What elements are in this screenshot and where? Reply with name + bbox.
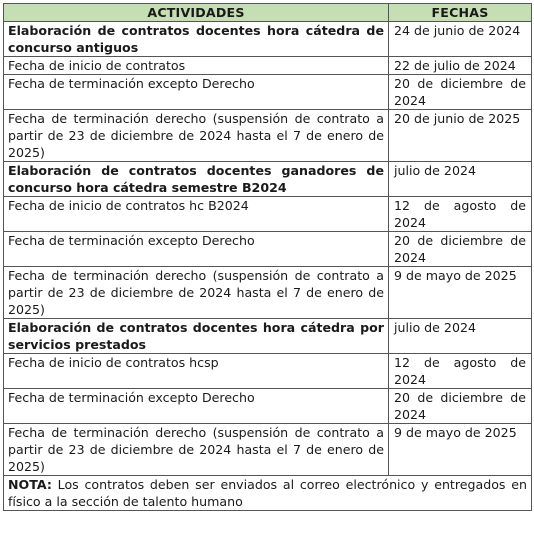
table-row	[4, 389, 532, 424]
table-body	[4, 22, 532, 476]
activity-cell: Fecha de inicio de contratos	[4, 57, 389, 75]
activity-cell: Fecha de inicio de contratos hcsp	[4, 354, 389, 389]
table-row	[4, 232, 532, 267]
note-cell	[4, 476, 532, 511]
table-row	[4, 57, 532, 75]
activity-cell: Fecha de inicio de contratos hc B2024	[4, 197, 389, 232]
table-row	[4, 110, 532, 162]
table-row	[4, 354, 532, 389]
table-row	[4, 267, 532, 319]
table-row	[4, 75, 532, 110]
date-cell: 12 de agosto de 2024	[389, 197, 532, 232]
activity-cell: Fecha de terminación derecho (suspensión de contrato a partir de 23 de diciembre de 2024 hasta el 7 de enero de 2025)	[4, 424, 389, 476]
table-row	[4, 197, 532, 232]
activity-cell: Elaboración de contratos docentes hora cátedra de concurso antiguos	[4, 22, 389, 57]
date-cell: 9 de mayo de 2025	[389, 424, 532, 476]
note-label: NOTA:	[8, 477, 52, 492]
date-cell: 20 de diciembre de 2024	[389, 232, 532, 267]
date-cell: julio de 2024	[389, 162, 532, 197]
activity-cell: Fecha de terminación derecho (suspensión de contrato a partir de 23 de diciembre de 2024 hasta el 7 de enero de 2025)	[4, 267, 389, 319]
date-cell: 20 de diciembre de 2024	[389, 389, 532, 424]
schedule-table	[3, 3, 532, 511]
activity-cell: Fecha de terminación derecho (suspensión de contrato a partir de 23 de diciembre de 2024 hasta el 7 de enero de 2025)	[4, 110, 389, 162]
note-text: Los contratos deben ser enviados al correo electrónico y entregados en físico a la sección de talento humano	[8, 477, 527, 509]
activity-cell: Elaboración de contratos docentes hora cátedra por servicios prestados	[4, 319, 389, 354]
activity-cell: Fecha de terminación excepto Derecho	[4, 389, 389, 424]
table-row	[4, 319, 532, 354]
activity-cell: Fecha de terminación excepto Derecho	[4, 232, 389, 267]
table-header-row	[4, 4, 532, 22]
date-cell: 9 de mayo de 2025	[389, 267, 532, 319]
date-cell: 22 de julio de 2024	[389, 57, 532, 75]
date-cell: 12 de agosto de 2024	[389, 354, 532, 389]
date-cell: julio de 2024	[389, 319, 532, 354]
schedule-table-container	[3, 3, 531, 511]
activity-cell: Fecha de terminación excepto Derecho	[4, 75, 389, 110]
table-row	[4, 424, 532, 476]
table-row	[4, 22, 532, 57]
dates-column-header: FECHAS	[389, 4, 532, 22]
note-row	[4, 476, 532, 511]
activity-cell: Elaboración de contratos docentes ganadores de concurso hora cátedra semestre B2024	[4, 162, 389, 197]
date-cell: 20 de junio de 2025	[389, 110, 532, 162]
table-row	[4, 162, 532, 197]
date-cell: 24 de junio de 2024	[389, 22, 532, 57]
activities-column-header: ACTIVIDADES	[4, 4, 389, 22]
date-cell: 20 de diciembre de 2024	[389, 75, 532, 110]
